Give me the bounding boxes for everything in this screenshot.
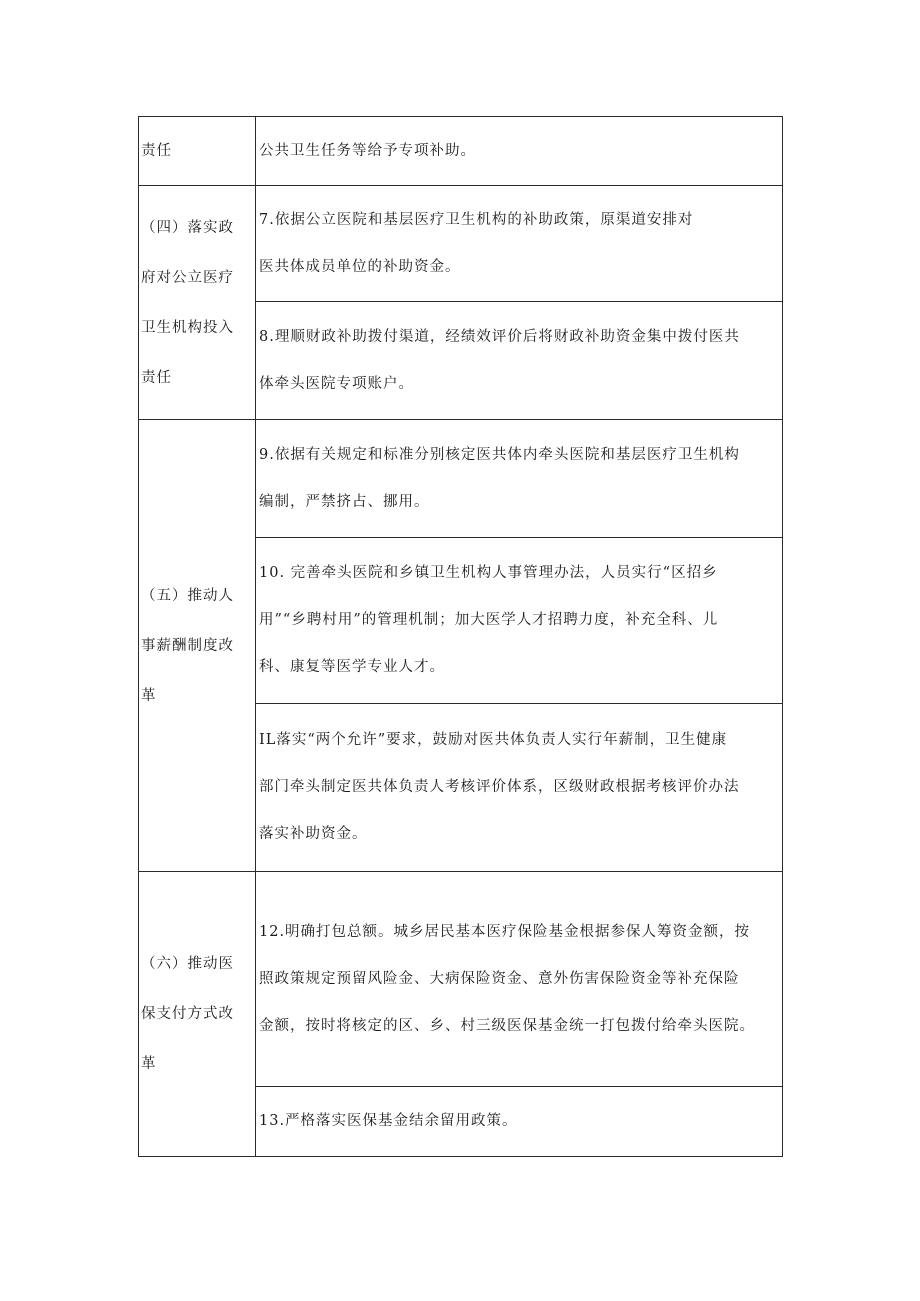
measure-line: 8.理顺财政补助拨付渠道，经绩效评价后将财政补助资金集中拨付医共 bbox=[259, 328, 740, 345]
measure-line: 用”“乡聘村用”的管理机制；加大医学人才招聘力度，补充全科、儿 bbox=[259, 612, 719, 628]
measure-cell bbox=[256, 704, 783, 872]
measure-cell bbox=[256, 302, 783, 420]
category-line: 事薪酬制度改 bbox=[141, 637, 234, 654]
category-line: 保支付方式改 bbox=[141, 1006, 234, 1022]
measure-cell bbox=[256, 1087, 783, 1157]
category-line: 府对公立医疗 bbox=[141, 269, 234, 286]
category-line: 责任 bbox=[141, 369, 172, 386]
measure-line: 科、康复等医学专业人才。 bbox=[259, 659, 445, 675]
measure-line: 照政策规定预留风险金、大病保险资金、意外伤害保险资金等补充保险 bbox=[259, 970, 740, 987]
measure-line: 7.依据公立医院和基层医疗卫生机构的补助政策，原渠道安排对 bbox=[259, 211, 694, 228]
category-cell bbox=[139, 420, 256, 872]
table-row bbox=[139, 872, 783, 1087]
category-line: 革 bbox=[141, 1056, 157, 1072]
policy-table bbox=[138, 116, 783, 1157]
measure-line: 公共卫生任务等给予专项补助。 bbox=[259, 142, 476, 159]
table-row bbox=[139, 117, 783, 186]
measure-line: IL落实“两个允许”要求，鼓励对医共体负责人实行年薪制，卫生健康 bbox=[259, 732, 728, 748]
measure-line: 体牵头医院专项账户。 bbox=[259, 375, 414, 392]
measure-line: 落实补助资金。 bbox=[259, 826, 368, 842]
measure-cell bbox=[256, 117, 783, 186]
measure-line: 13.严格落实医保基金结余留用政策。 bbox=[259, 1113, 518, 1129]
category-line: （六）推动医 bbox=[141, 956, 234, 972]
category-cell bbox=[139, 872, 256, 1157]
measure-cell bbox=[256, 420, 783, 538]
table-row bbox=[139, 420, 783, 538]
category-line: 卫生机构投入 bbox=[141, 319, 234, 336]
category-line: 责任 bbox=[141, 143, 172, 159]
measure-line: 编制，严禁挤占、挪用。 bbox=[259, 493, 430, 510]
category-cell bbox=[139, 186, 256, 420]
category-line: （五）推动人 bbox=[141, 587, 234, 604]
measure-line: 12.明确打包总额。城乡居民基本医疗保险基金根据参保人筹资金额，按 bbox=[259, 923, 751, 940]
measure-line: 金额，按时将核定的区、乡、村三级医保基金统一打包拨付给牵头医院。 bbox=[259, 1017, 755, 1034]
measure-cell bbox=[256, 186, 783, 302]
table-row bbox=[139, 186, 783, 302]
measure-cell bbox=[256, 872, 783, 1087]
measure-cell bbox=[256, 538, 783, 704]
category-cell bbox=[139, 117, 256, 186]
measure-line: 9.依据有关规定和标准分别核定医共体内牵头医院和基层医疗卫生机构 bbox=[259, 446, 740, 463]
measure-line: 部门牵头制定医共体负责人考核评价体系，区级财政根据考核评价办法 bbox=[259, 779, 740, 795]
measure-line: 10. 完善牵头医院和乡镇卫生机构人事管理办法，人员实行“区招乡 bbox=[259, 565, 718, 581]
category-line: （四）落实政 bbox=[141, 219, 234, 236]
category-line: 革 bbox=[141, 687, 157, 704]
measure-line: 医共体成员单位的补助资金。 bbox=[259, 258, 461, 275]
